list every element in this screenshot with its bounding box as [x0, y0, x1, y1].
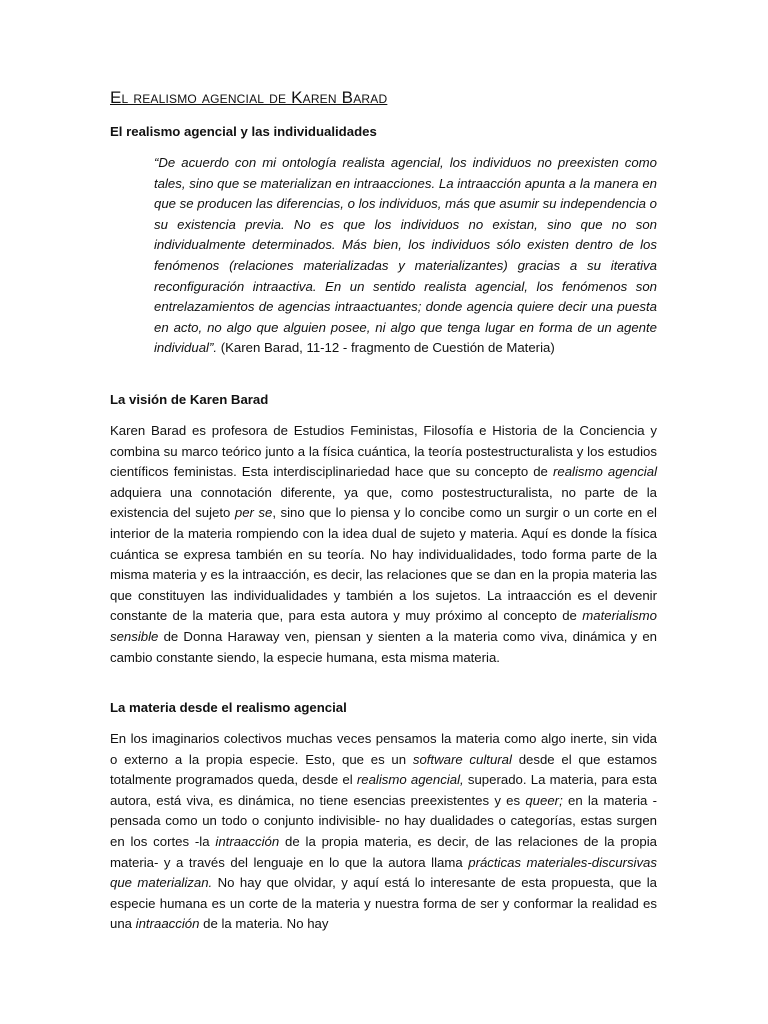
- text-run: No hay que olvidar, y aquí está lo interesante de esta propuesta, que la especie humana es un corte de la materia y nuestra forma de ser y conformar la realidad es una: [110, 875, 657, 932]
- emphasis-text: queer;: [525, 792, 563, 808]
- text-run: Karen Barad es profesora de Estudios Feministas, Filosofía e Historia de la Conciencia y combina su marco teórico junto a la física cuántica, la teoría postestructuralista y los estudios científicos feministas. Esta interdisciplinariedad hace que su concepto de: [110, 423, 657, 480]
- quote-text: “De acuerdo con mi ontología realista agencial, los individuos no preexisten como tales, sino que se materializan en intraacciones. La intraacción apunta a la manera en que se producen las diferencias, o los individuos, más que asumir su independencia o su existencia previa. No es que los individuos no existan, sino que no son individualmente determinados. Más bien, los individuos sólo existen dentro de los fenómenos (relaciones materializadas y materializantes) gracias a su iterativa reconfiguración intraactiva. En un sentido realista agencial, los fenómenos son entrelazamientos de agencias intraactuantes; donde agencia quiere decir una puesta en acto, no algo que alguien posee, ni algo que tenga lugar en forma de un agente individual”.: [154, 155, 657, 356]
- emphasis-text: realismo agencial,: [356, 772, 464, 788]
- text-run: de la materia. No hay: [199, 916, 329, 932]
- text-run: de la propia materia, es decir, de las relaciones de la propia materia- y a través del lenguaje en lo que la autora llama: [110, 833, 658, 870]
- text-run: en la materia -pensada como un todo o conjunto indivisible- no hay dualidades o categorías, estas surgen en los cortes -la: [110, 792, 657, 849]
- emphasis-text: software cultural: [412, 751, 512, 767]
- emphasis-text: intraacción: [215, 833, 280, 849]
- quote-citation: (Karen Barad, 11-12 - fragmento de Cuestión de Materia): [217, 340, 555, 356]
- document-title: El realismo agencial de Karen Barad: [110, 88, 388, 107]
- emphasis-text: intraacción: [135, 916, 200, 932]
- text-run: adquiera una connotación diferente, ya que, como postestructuralista, no parte de la existencia del sujeto: [110, 484, 657, 521]
- text-run: desde el que estamos totalmente programados queda, desde el: [110, 751, 657, 788]
- emphasis-text: realismo agencial: [552, 464, 657, 480]
- emphasis-text: materialismo sensible: [110, 608, 657, 644]
- text-run: , sino que lo piensa y lo concibe como un surgir o un corte en el interior de la materia rompiendo con la idea dual de sujeto y materia. Aquí es donde la física cuántica se expresa también en su teoría. No hay individualidades, todo forma parte de la misma materia y es la intraacción, es decir, las relaciones que se dan en la propia materia las que constituyen las individualidades y también a los sujetos. La intraacción es el devenir constante de la materia que, para esta autora y muy próximo al concepto de: [110, 505, 657, 624]
- section-heading-materia: La materia desde el realismo agencial: [110, 700, 347, 715]
- paragraph-materia: [110, 729, 657, 935]
- section-heading-individualidades: El realismo agencial y las individualidades: [110, 124, 377, 139]
- text-run: En los imaginarios colectivos muchas veces pensamos la materia como algo inerte, sin vida o externo a la propia especie. Esto, que es un: [110, 731, 657, 767]
- section-heading-vision: La visión de Karen Barad: [110, 392, 269, 407]
- text-run: superado. La materia, para esta autora, está viva, es dinámica, no tiene esencias preexistentes y es: [110, 772, 657, 808]
- paragraph-vision: [110, 421, 657, 668]
- emphasis-text: prácticas materiales-discursivas que materializan.: [110, 854, 657, 891]
- emphasis-text: per se: [234, 505, 273, 521]
- text-run: de Donna Haraway ven, piensan y sienten a la materia como viva, dinámica y en cambio constante siendo, la especie humana, esta misma materia.: [110, 628, 657, 665]
- block-quote: [154, 153, 657, 359]
